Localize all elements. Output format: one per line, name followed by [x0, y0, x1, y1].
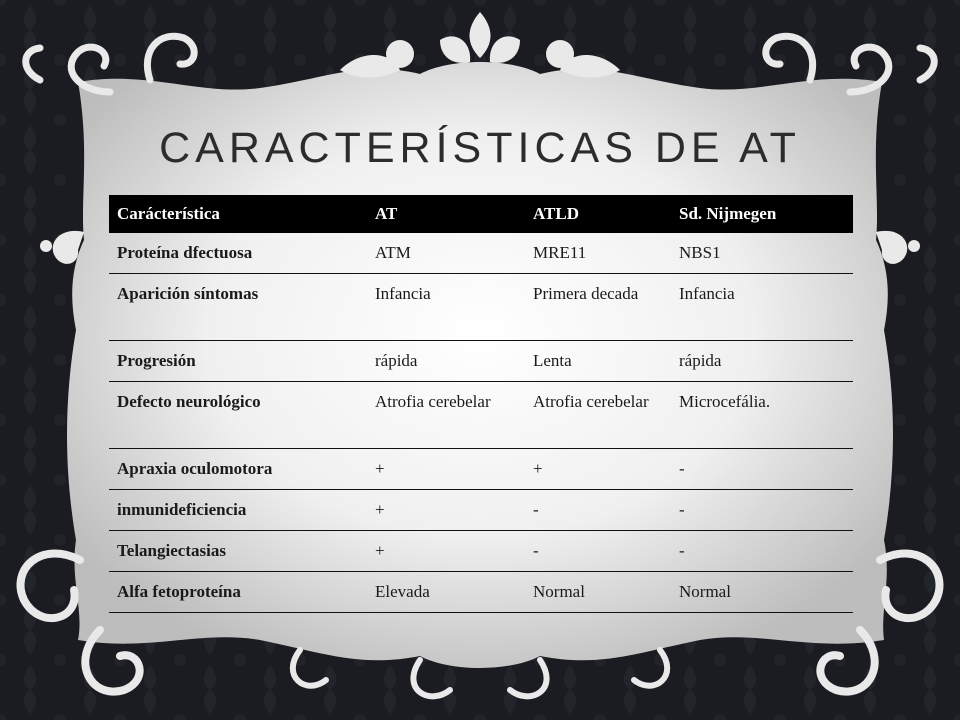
- table-cell: Atrofia cerebelar: [367, 382, 525, 449]
- row-label: inmunideficiencia: [109, 490, 367, 531]
- table-cell: MRE11: [525, 233, 671, 274]
- table-cell: ATM: [367, 233, 525, 274]
- table-cell: Lenta: [525, 341, 671, 382]
- table-cell: -: [671, 490, 853, 531]
- table-cell: Atrofia cerebelar: [525, 382, 671, 449]
- table-cell: -: [671, 449, 853, 490]
- slide-title: CARACTERÍSTICAS DE AT: [159, 124, 801, 172]
- table-row: [109, 233, 853, 274]
- table-row: [109, 531, 853, 572]
- column-header: Carácterística: [109, 195, 367, 233]
- table-row: [109, 382, 853, 449]
- row-label: Apraxia oculomotora: [109, 449, 367, 490]
- column-header: ATLD: [525, 195, 671, 233]
- column-header: AT: [367, 195, 525, 233]
- table-cell: -: [525, 490, 671, 531]
- table-cell: +: [367, 449, 525, 490]
- table-row: [109, 274, 853, 341]
- table-row: [109, 341, 853, 382]
- table-cell: Microcefália.: [671, 382, 853, 449]
- table-row: [109, 490, 853, 531]
- table-cell: rápida: [367, 341, 525, 382]
- table-cell: Normal: [525, 572, 671, 613]
- comparison-table: [109, 195, 853, 613]
- table-cell: Normal: [671, 572, 853, 613]
- table-cell: +: [367, 531, 525, 572]
- table-cell: rápida: [671, 341, 853, 382]
- table-cell: -: [671, 531, 853, 572]
- comparison-table-container: [109, 195, 853, 613]
- table-cell: Primera decada: [525, 274, 671, 341]
- table-header-row: [109, 195, 853, 233]
- table-row: [109, 449, 853, 490]
- table-cell: +: [525, 449, 671, 490]
- table-row: [109, 572, 853, 613]
- row-label: Telangiectasias: [109, 531, 367, 572]
- row-label: Alfa fetoproteína: [109, 572, 367, 613]
- table-cell: Infancia: [367, 274, 525, 341]
- row-label: Aparición síntomas: [109, 274, 367, 341]
- row-label: Progresión: [109, 341, 367, 382]
- table-cell: -: [525, 531, 671, 572]
- row-label: Defecto neurológico: [109, 382, 367, 449]
- table-cell: Elevada: [367, 572, 525, 613]
- column-header: Sd. Nijmegen: [671, 195, 853, 233]
- table-cell: +: [367, 490, 525, 531]
- table-cell: Infancia: [671, 274, 853, 341]
- row-label: Proteína dfectuosa: [109, 233, 367, 274]
- table-cell: NBS1: [671, 233, 853, 274]
